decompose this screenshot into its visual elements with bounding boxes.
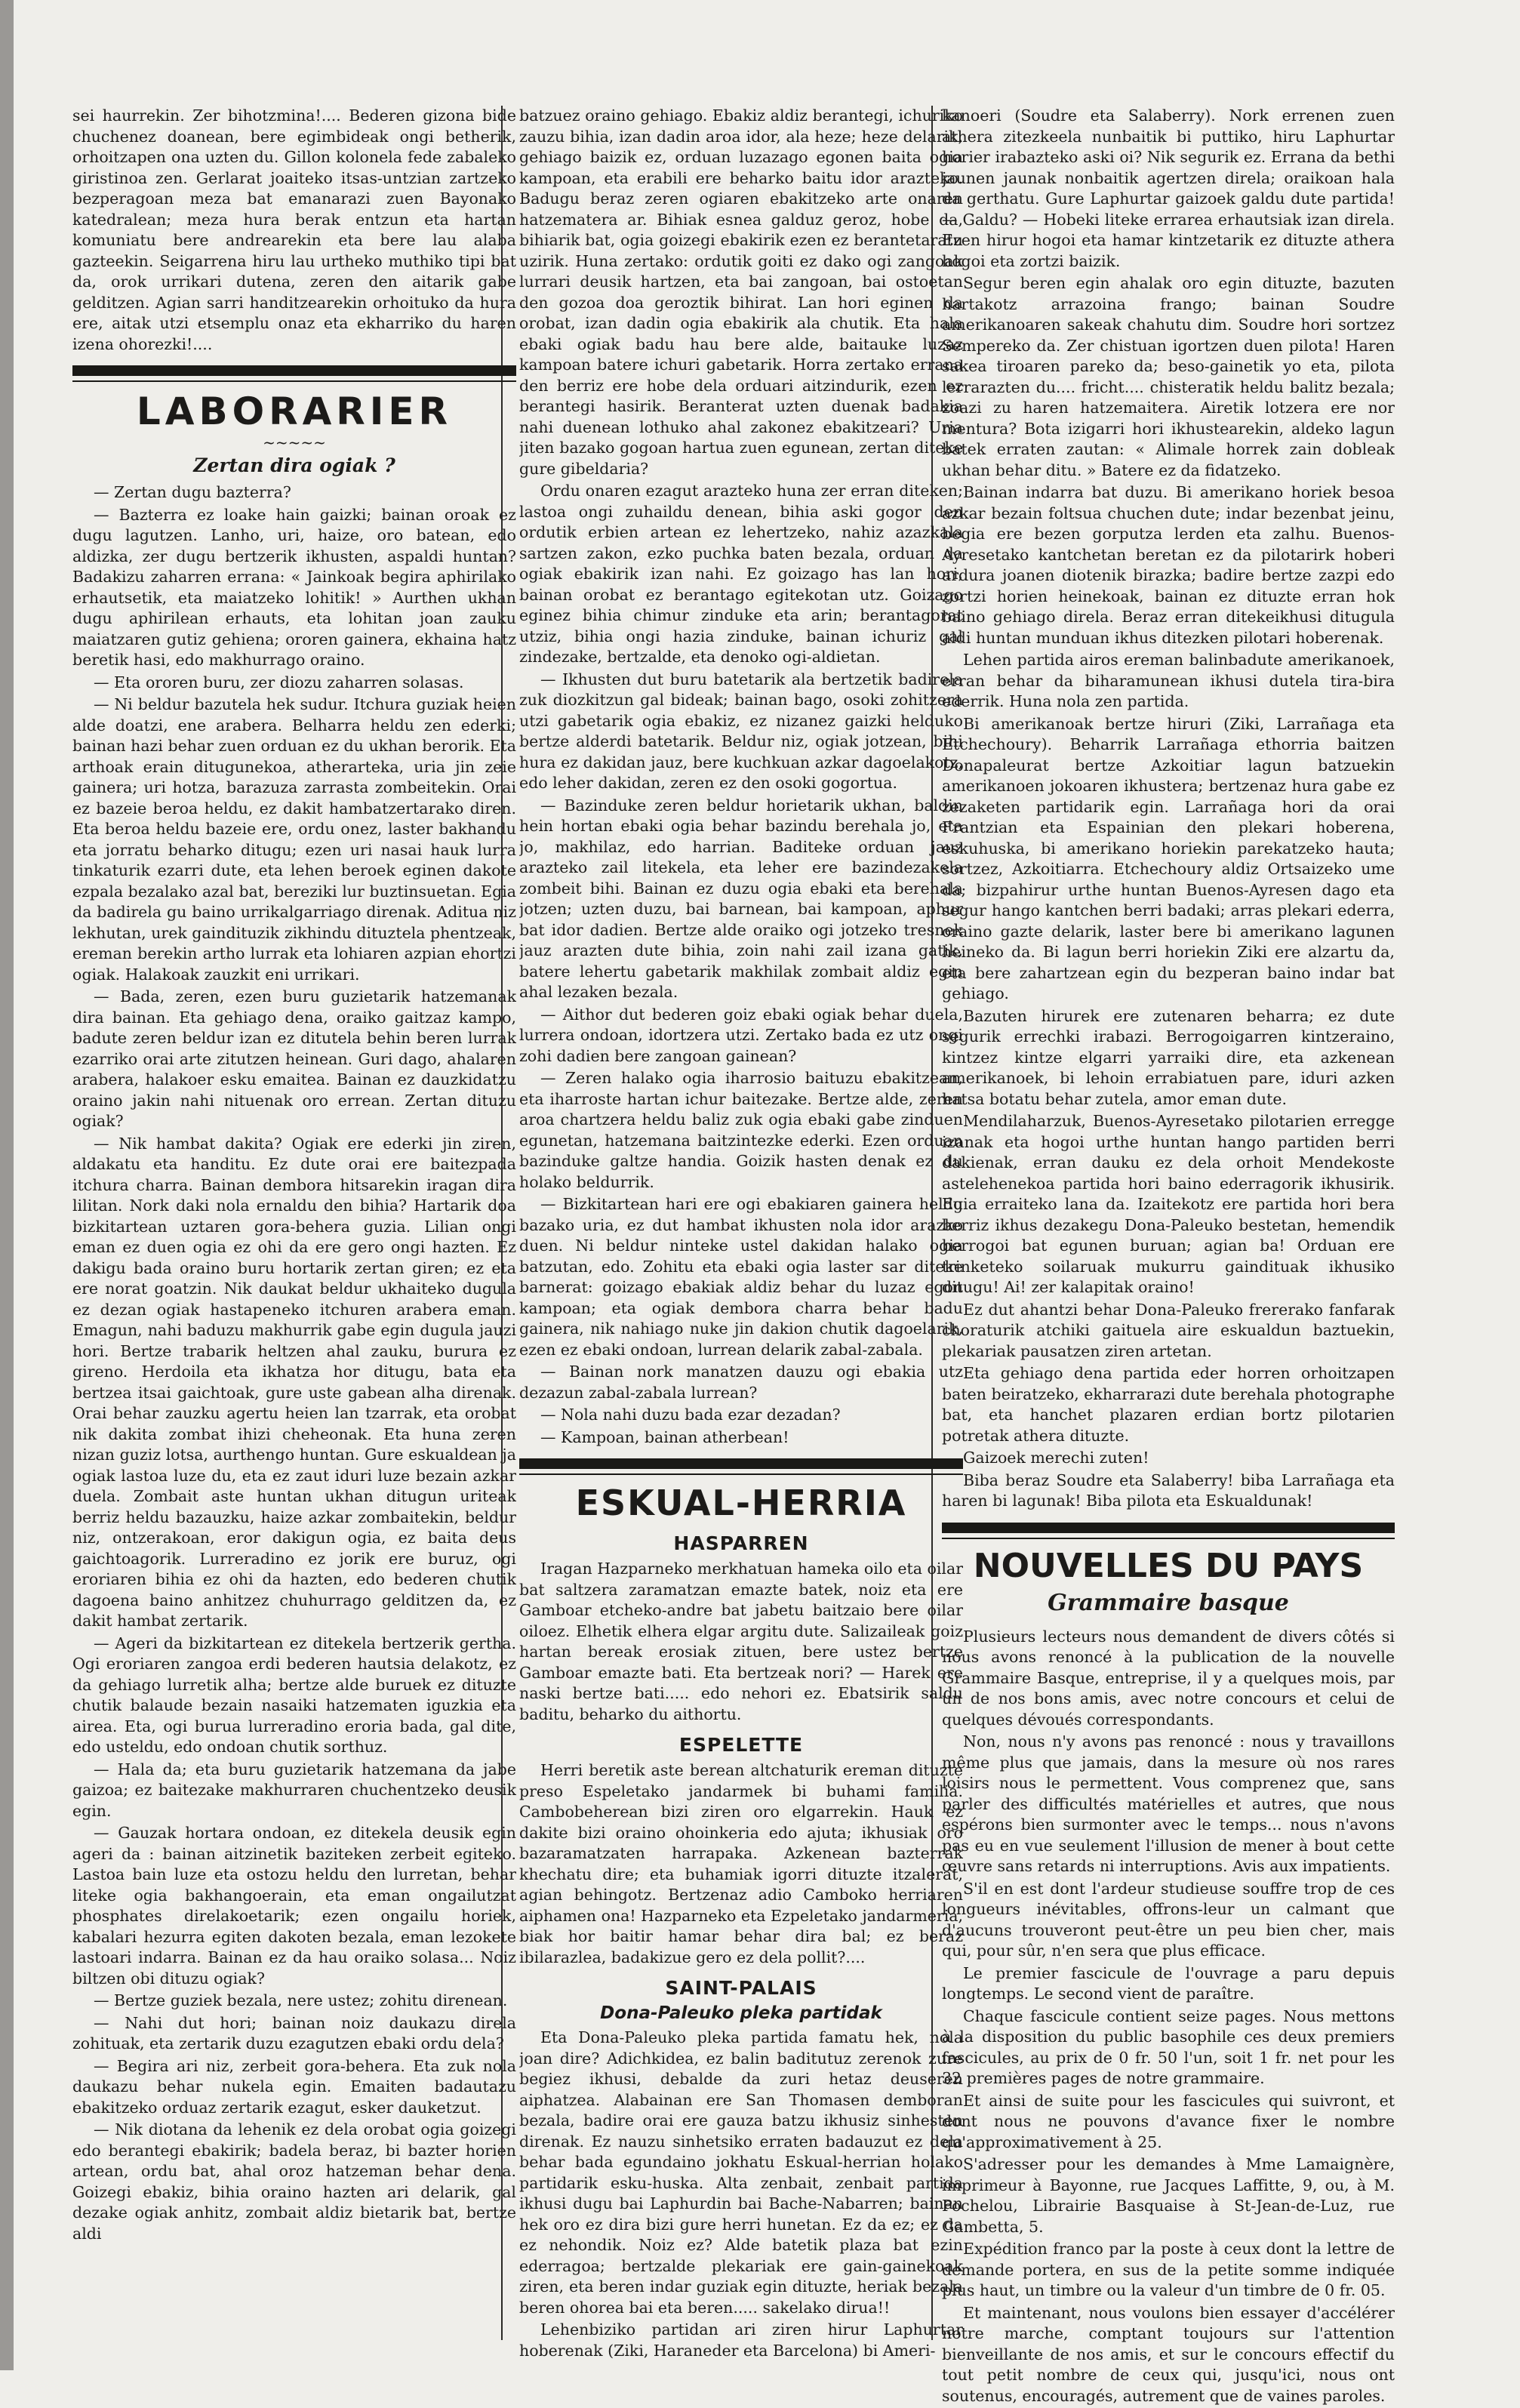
paragraph: Lehenbiziko partidan ari ziren hirur Laphurtar hoberenak (Ziki, Haraneder eta Barcelona) bi Ameri-: [519, 2320, 963, 2360]
column-1: [72, 106, 516, 2246]
section-rule-thin: [942, 1538, 1395, 1539]
paragraph: — Nola nahi duzu bada ezar dezadan?: [540, 1406, 841, 1424]
paragraph: Mendilaharzuk, Buenos-Ayresetako pilotarien erregge izanak eta hogoi urthe huntan hango partiden berri dakienak, erran dauku ez dela orhoit Mendekoste astelehenekoa partida hori baino ederragorik ikhusirik. Egia erraiteko lana da. Izaitekotz ere partida hori bera berriz ikhus dezakegu Dona-Paleuko bestetan, hemendik berrogoi bat egunen buruan; agian ba! Orduan ere trinketeko soilaruak mukurru gaindituak ikhusiko ditugu! Ai! zer kalapitak oraino!: [942, 1112, 1395, 1296]
section-rule: [942, 1523, 1395, 1533]
paragraph: Chaque fascicule contient seize pages. Nous mettons à la disposition du public basophile ces deux premiers fascicules, au prix de 0 fr. 50 l'un, soit 1 fr. net pour les 32 premières pages de notre grammaire.: [942, 2006, 1395, 2087]
paragraph: Iragan Hazparneko merkhatuan hameka oilo eta oilar bat saltzera zaramatzan emazte batek, noiz eta ere Gamboar etcheko-andre bat jabetu baitzaio bere oilar oiloez. Elhetik elhera elgar argitu dute. Salizaileak goiz hartan bereak erosiak zituen, bere ustez bertze Gamboar emazte bati. Eta bertzeak nori? — Harek ere naski bertze bati..... edo nehori ez. Ebatsirik saldu baditu, beharko du aithortu.: [519, 1560, 963, 1723]
section-title-laborarier: LABORARIER: [136, 390, 453, 433]
paragraph: — Kampoan, bainan atherbean!: [540, 1427, 789, 1446]
section-rule-thin: [72, 380, 516, 382]
paragraph: Bi amerikanoak bertze hiruri (Ziki, Larrañaga eta Etchechoury). Beharrik Larrañaga ethorria baitzen Donapaleurat bertze Azkoitiar lagun batzuekin amerikanoen jokoaren ikhustera; bertzenaz hura gabe ez zezaketen partidarik egin. Larrañaga hori da orai Frantzian eta Espainian den plekari hoberena, eskuhuska, bi amerikano horiekin parekatzeko hauta; sortzez, Azkoitiarra. Etchechoury aldiz Ortsaizeko ume da; bizpahirur urthe huntan Buenos-Ayresen dago eta segur hango kantchen berri badaki; arras plekari ederra, oraino gazte delarik, laster bere bi amerikano lagunen heineko da. Bi lagun berri horiekin Ziki ere alzartu da, eta bere zahartzean egin du bezperan baino indar bat gehiago.: [942, 714, 1395, 1002]
paragraph: Bazuten hirurek ere zutenaren beharra; ez dute segurik errechki irabazi. Berrogoigarren kintzeraino, kintzez kintze elgarri yarraiki dire, eta azkenean amerikanoek, bi lehoin errabiatuen pare, iduri azken hatsa botatu behar zutela, amor eman dute.: [942, 1006, 1395, 1108]
place-heading-saint-palais: SAINT-PALAIS: [665, 1977, 817, 1999]
section-rule: [72, 365, 516, 376]
paragraph: Ordu onaren ezagut arazteko huna zer erran diteken; lastoa ongi zuhaildu denean, bihia aski gogor den ordutik erbien artean ez lehertzeko, nahiz azazkala sartzen zakon, ezko puchka baten bezala, orduan da ogiak ebakirik izan nahi. Ez goizago has lan hori, bainan orobat ez berantago egitekotan utz. Goizago eginez bihia chimur zinduke eta arin; berantagorat utziz, bihia ongi hazia zinduke, bainan ichuriz gal zindezake, bertzalde, eta denoko ogi-aldietan.: [519, 482, 963, 666]
section-rule: [519, 1458, 963, 1469]
place-heading-hasparren: HASPARREN: [673, 1532, 809, 1554]
article-continuation: sei haurrekin. Zer bihotzmina!.... Bederen gizona bide chuchenez doanean, bere egimbideak ongi betherik, orhoitzapen ona uzten du. Gillon kolonela fede zabaleko giristinoa zen. Gerlarat joaiteko itsas-untzian zartzeko bezperagoan meza bat emanarazi zuen Bayonako katedralean; meza hura berak entzun eta hartan komuniatu bere andrearekin eta bere lau alaba gazteekin. Seigarrena hiru lau urtheko muthiko tipi bat da, orok urrikari dutena, zeren den aitarik gabe gelditzen. Agian sarri handitzearekin orhoituko da hura ere, aitak utzi etsemplu onaz eta ekharriko du haren izena ohorezki!....: [72, 106, 516, 353]
paragraph: — Gauzak hortara ondoan, ez ditekela deusik egin ageri da : bainan aitzinetik baziteken zerbeit egiteko. Lastoa bain luze eta ostozu heldu den lurretan, behar liteke ogia bakhangoerain, eta eman ongailutzat phosphates direlakoetarik; ezen ongailu horiek, kabalari hezurra egiten dakoten bezala, eman lezokete lastoari indarra. Bainan ez da hau oraiko solasa... Noiz biltzen obi dituzu ogiak?: [72, 1824, 516, 1988]
section-title-nouvelles: NOUVELLES DU PAYS: [973, 1546, 1364, 1585]
paragraph: Biba beraz Soudre eta Salaberry! biba Larrañaga eta haren bi lagunak! Biba pilota eta Eskualdunak!: [942, 1470, 1395, 1510]
paragraph: — Nahi dut hori; bainan noiz daukazu direla zohituak, eta zertarik duzu ezagutzen ebaki ordu dela?: [72, 2013, 516, 2052]
section-title-eskual-herria: ESKUAL-HERRIA: [575, 1483, 907, 1523]
column-2: [519, 106, 963, 2363]
paragraph: — Bainan nork manatzen dauzu ogi ebakia utz dezazun zabal-zabala lurrean?: [519, 1363, 963, 1402]
paragraph: Non, nous n'y avons pas renoncé : nous y travaillons même plus que jamais, dans la mesure où nos rares loisirs nous le permettent. Vous comprenez que, sans parler des difficultés matérielles et autres, que nous espérons bien surmonter avec le temps... nous n'avons pas eu en vue seulement l'illusion de mener à bout cette œuvre sans retards ni interruptions. Avis aux impatients.: [942, 1732, 1395, 1875]
paragraph: — Aithor dut bederen goiz ebaki ogiak behar duela, lurrera ondoan, idortzera utzi. Zertako bada ez utz ongi zohi dadien bere zangoan gainean?: [519, 1005, 963, 1065]
article-title-grammaire: Grammaire basque: [1048, 1589, 1289, 1616]
paragraph: kanoeri (Soudre eta Salaberry). Nork errenen zuen athera zitezkeela nunbaitik bi puttiko, hiru Laphurtar horier irabazteko aski oi? Nik segurik ez. Errana da bethi jaunen jaunak nonbaitik agertzen direla; oraikoan hala da gerthatu. Gure Laphurtar gaizoek galdu dute partida! — Galdu? — Hobeki liteke errarea erhautsiak izan direla. Ezen hirur hogoi eta hamar kintzetarik ez dituzte athera hogoi eta zortzi baizik.: [942, 106, 1395, 270]
paragraph: Plusieurs lecteurs nous demandent de divers côtés si nous avons renoncé à la publication de la nouvelle Grammaire Basque, entreprise, il y a quelques mois, par un de nos bons amis, avec notre concours et celui de quelques dévoués correspondants.: [942, 1627, 1395, 1729]
paragraph: Et ainsi de suite pour les fascicules qui suivront, et dont nous ne pouvons d'avance fixer le nombre qu'approximativement à 25.: [942, 2091, 1395, 2151]
scan-edge: [0, 0, 14, 2370]
paragraph: — Zertan dugu bazterra?: [94, 483, 291, 501]
paragraph: Eta Dona-Paleuko pleka partida famatu hek, nola joan dire? Adichkidea, ez balin baditutuz zerenok zure begiez ikhusi, debalde da zuri hetaz deuseren aiphatzea. Alabainan ere San Thomasen demboran bezala, badire orai ere gauza batzu ikhusiz sinhesten direnak. Ez nauzu sinhetsiko erraten badauzut ez dela behar bada egundaino jokhatu Eskual-herrian holako partidarik esku-huska. Alta zenbait, zenbait partida ikhusi dugu bai Laphurdin bai Bache-Nabarren; bainan hek oro ez dira bizi gure herri hunetan. Ez da ez; ez da ez nehondik. Noiz ez? Alde batetik plaza bat ezin ederragoa; bertzalde plekariak ere gain-gainekoak ziren, eta beren indar guziak egin dituzte, heriak bezala beren ohorea bai eta beren..... sakelako dirua!!: [519, 2028, 963, 2317]
paragraph: S'il en est dont l'ardeur studieuse souffre trop de ces longueurs inévitables, offrons-leur un calmant que d'aucuns trouveront peut-être un peu bien cher, mais qui, pour sûr, n'en sera que plus efficace.: [942, 1879, 1395, 1960]
paragraph: — Bertze guziek bezala, nere ustez; zohitu direnean.: [94, 1991, 508, 2009]
paragraph: Ez dut ahantzi behar Dona-Paleuko frererako fanfarak choraturik atchiki gaituela aire eskualdun baztuekin, plekariak pausatzen ziren artetan.: [942, 1300, 1395, 1360]
paragraph: — Nik diotana da lehenik ez dela orobat ogia goizegi edo berantegi ebakirik; badela beraz, bi bazter horien artean, ordu bat, ahal oroz hatzeman behar dena. Goizegi ebakiz, bihia oraino hazten ari delarik, gal dezake ogiak anhitz, zombait aldiz bietarik bat, bertze aldi: [72, 2120, 516, 2243]
paragraph: Segur beren egin ahalak oro egin dituzte, bazuten hartakotz arrazoina frango; bainan Soudre amerikanoaren sakeak chahutu dim. Soudre hori sortzez Sempereko da. Zer chistuan igortzen duen pilota! Haren sakea tiroaren pareko da; beso-gainetik yo eta, pilota lerrarazten du.... fricht.... chisteratik heldu balitz bezala; zoazi zu haren hatzemaitera. Airetik lotzera ere nor mentura? Bota izigarri hori ikhustearekin, aldeko lagun batek erraten zautan: « Alimale horrek zain dobleak ukhan behar ditu. » Batere ez da fidatzeko.: [942, 274, 1395, 479]
paragraph: Et maintenant, nous voulons bien essayer d'accélérer notre marche, comptant toujours sur l'attention bienveillante de nos amis, et sur le concours effectif du tout petit nombre de ceux qui, jusqu'ici, nous ont soutenus, encouragés, autrement que de vaines paroles.: [942, 2303, 1395, 2405]
paragraph: — Ageri da bizkitartean ez ditekela bertzerik gertha. Ogi eroriaren zangoa erdi bederen hautsia delakotz, ez da gehiago lurretik alha; bertze alde buruek ez dituzte chutik balaude bezain nasaiki hatzematen iguzkia eta airea. Eta, ogi burua lurreradino eroria bada, gal dite, edo usteldu, edo ondoan chutik sorthuz.: [72, 1634, 516, 1756]
paragraph: — Hala da; eta buru guzietarik hatzemana da jabe gaizoa; ez baitezake makhurraren chuchentzeko deusik egin.: [72, 1760, 516, 1820]
paragraph: Herri beretik aste berean altchaturik ereman dituzte preso Espeletako jandarmek bi buhami familia. Cambobeherean bizi ziren oro elgarrekin. Hauk ez dakite bizi oraino ohoinkeria edo ajuta; ikhusiak oro bazaramatzaten harrapaka. Azkenean bazterrak khechatu dire; eta buhamiak igorri dituzte itzalerat, agian behingotz. Bertzenaz adio Camboko herriaren aiphamen ona! Hazparneko eta Ezpeletako jandarmeria, biak hor baitir hamar behar dira bal; ez beraz ibilarazlea, badakizue gero ez dela pollit?....: [519, 1761, 963, 1966]
paragraph: — Nik hambat dakita? Ogiak ere ederki jin ziren, aldakatu eta handitu. Ez dute orai ere baitezpada itchura charra. Bainan dembora hitsarekin iragan dira lilitan. Nork daki nola ernaldu den bihia? Hartarik doa bizkitartean uztaren gora-behera guzia. Lilian ongi eman ez duen ogia ez ohi da ere gero ongi hazten. Ez dakigu bada oraino buru hortarik zertan giren; ez eta ere norat goatzin. Nik daukat beldur ukhaiteko dugula ez dezan ogiak hastapeneko itchuren arabera eman. Emagun, nahi baduzu makhurrik gabe egin dugula jauzi hori. Bertze trabarik heltzen ahal zauku, burura ez gireno. Herdoila eta ikhatza hor ditugu, bata eta bertzea itsai gaichtoak, gure uste gabean alha direnak. Orai behar zauzku agertu heien lan tzarrak, eta orobat nik dakita zombat ihizi cheheonak. Eta huna zeren nizan guziz lotsa, aurthengo huntan. Gure eskualdean ja ogiak lastoa luze du, eta ez zaut iduri luze bezain azkar duela. Zombait aste huntan ukhan ditugun uriteak berriz heldu bazauzku, haize azkar zombaitekin, beldur niz, ontzerakoan, eror dakigun ogia, ez baita deus gaichtoagorik. Lurreradino ez jorik ere buruz, ogi eroriaren bihia ez ohi da hazten, edo bederen chutik dagoena baino anhitzez chuhurrago gelditzen da, ez dakit hambat zertarik.: [72, 1134, 516, 1630]
paragraph: S'adresser pour les demandes à Mme Lamaignère, imprimeur à Bayonne, rue Jacques Laffitte, 9, ou, à M. Pochelou, Librairie Basquaise à St-Jean-de-Luz, rue Gambetta, 5.: [942, 2155, 1395, 2236]
paragraph: Lehen partida airos ereman balinbadute amerikanoek, erran behar da biharamunean ikhusi dutela tira-bira ederrik. Huna nola zen partida.: [942, 651, 1395, 710]
paragraph: Le premier fascicule de l'ouvrage a paru depuis longtemps. Le second vient de paraître.: [942, 1963, 1395, 2003]
paragraph: Expédition franco par la poste à ceux dont la lettre de demande portera, en sus de la petite somme indiquée plus haut, un timbre ou la valeur d'un timbre de 0 fr. 05.: [942, 2240, 1395, 2299]
paragraph: — Ikhusten dut buru batetarik ala bertzetik badirela zuk diozkitzun gal bideak; bainan bago, osoki zohitzera utzi gabetarik ogia ebakiz, ez nizanez gaizki helduko bertze alderdi batetarik. Beldur niz, ogiak jotzean, bihi hura ez dakidan jauz, bere kuchkuan azkar dagoelakotz, edo leher dakidan, zeren ez den osoki gogortua.: [519, 670, 963, 792]
article-title: Zertan dira ogiak ?: [193, 454, 395, 476]
paragraph: — Ni beldur bazutela hek sudur. Itchura guziak heien alde doatzi, ene arabera. Belharra heldu zen ederki; bainan hazi behar zuen orduan ez du ukhan berorik. Eta arthoak erain ditugunekoa, atherarteka, uria jin zeie gainera; uri hotza, barazuza zarrasta zombeitekin. Orai ez bazeie beroa heldu, ez dakit hambatzertarako diren. Eta beroa heldu bazeie ere, ordu onez, laster bakhandu eta jorratu beharko ditugu; ezen uri nasai hauk lurra tinkaturik ezarri dute, eta lehen beroek eginen dakote ezpala bezalako azal bat, bereziki lur buztinsuetan. Egia da badirela gu baino urrikalgarriago direnak. Aditua niz lekhutan, urek gaindituzik zikhindu dituztela phentzeak, ereman berekin artho lurrak eta lohiaren azpian ehortzi ogiak. Halakoak zauzkit eni urrikari.: [72, 695, 516, 984]
paragraph: — Zeren halako ogia iharrosio baituzu ebakitzean, eta iharroste hartan ichur baitezake. Bertze alde, zeren aroa chartzera heldu baliz zuk ogia ebaki gabe zinduen egunetan, hatzemana baitzintezke ederki. Ezen orduan bazinduke galtze handia. Goizik hasten denak ez du holako beldurrik.: [519, 1069, 963, 1191]
paragraph: — Eta ororen buru, zer diozu zaharren solasas.: [94, 673, 464, 691]
place-heading-espelette: ESPELETTE: [678, 1734, 804, 1756]
paragraph: Eta gehiago dena partida eder horren orhoitzapen baten beiratzeko, ekharrarazi dute berehala photographe bat, eta hanchet plazaren erdian bortz pilotarien potretak athera dituzte.: [942, 1364, 1395, 1445]
ornament: ~~~~~: [263, 433, 326, 451]
section-rule-thin: [519, 1473, 963, 1475]
paragraph: — Bizkitartean hari ere ogi ebakiaren gainera heldu bazako uria, ez dut hambat ikhusten nola idor arazko duen. Ni beldur ninteke ustel dakidan halako ogia batzutan, edo. Zohitu eta ebaki ogia laster sar diteke barnerat: goizago ebakiak aldiz behar du luzaz egon kampoan; eta ogiak dembora charra behar badu gainera, nik nahiago nuke jin dakion chutik dagoelarik, ezen ez ebaki ondoan, lurrean delarik zabal-zabala.: [519, 1195, 963, 1359]
column-3: [942, 106, 1395, 2408]
article-subtitle: Dona-Paleuko pleka partidak: [600, 2003, 882, 2023]
paragraph: — Bada, zeren, ezen buru guzietarik hatzemanak dira bainan. Eta gehiago dena, oraiko gaitzaz kampo, badute zeren beldur izan ez ditutela behin beren lurrak ezarriko orai arte zitutzen heinean. Guri dago, ahalaren arabera, halakoer esku emaitea. Bainan ez dauzkidatzu oraino jakin nahi nituenak oro errean. Zertan dituzu ogiak?: [72, 987, 516, 1130]
paragraph: — Bazterra ez loake hain gaizki; bainan oroak ez dugu lagutzen. Lanho, uri, haize, oro batean, edo aldizka, zer dugu bertzerik ikhusten, aspaldi huntan? Badakizu zaharren errana: « Jainkoak begira aphirilako erhautsetik, eta maiatzeko lohitik! » Aurthen ukhan dugu aphirilean erhauts, eta lohitan joan zauku maiatzaren gutiz gehiena; ororen gainera, ekhaina hatz beretik hasi, edo makhurrago oraino.: [72, 505, 516, 669]
paragraph: — Begira ari niz, zerbeit gora-behera. Eta zuk nola daukazu behar nukela egin. Emaiten badautazu ebakitzeko orduaz zertarik ezagut, esker dauketzut.: [72, 2056, 516, 2117]
paragraph: Gaizoek merechi zuten!: [963, 1449, 1149, 1467]
paragraph: Bainan indarra bat duzu. Bi amerikano horiek besoa azkar bezain foltsua chuchen dute; indar bezenbat jeinu, begia ere bezen gorputza lerden eta zalhu. Buenos-Ayresetako kantchetan beretan ez da pilotarirk hoberi ardura joanen diotenik birazka; badire bertze zazpi edo zortzi horien heinekoak, bainan ez dituzte erran hok baino gehiago direla. Beraz erran ditekeikhusi ditugula aldi huntan munduan ikhus ditezken pilotari hoberenak.: [942, 483, 1395, 647]
paragraph: batzuez oraino gehiago. Ebakiz aldiz berantegi, ichuriko zauzu bihia, izan dadin aroa idor, ala heze; heze delarik, gehiago baizik ez, orduan luzazago egonen baita ogia kampoan, eta erabili ere beharko baitu idor arazteko. Badugu beraz zeren ogiaren ebakitzeko arte onaren hatzematera ar. Bihiak esnea galduz geroz, hobe da, bihiarik bat, ogia goizegi ebakirik ezen ez berantetaratu uzirik. Huna zertako: ordutik goiti ez dako ogi zangoak lurrari deusik hartzen, eta bai zangoan, bai ostoetan den gozoa doa geroztik bihirat. Lan hori eginen da orobat, izan dadin ogia ebakirik ala chutik. Eta hala ebaki ogiak badu hau bere alde, baitauke luzaz kampoan batere ichuri gabetarik. Horra zertako errana den berriz ere hobe dela orduari aitzindurik, ezen ez berantegi hasirik. Beranterat uzten duenak badakia nahi duenean lothuko ahal zakonez ebakitzeari? Uria jiten bazako gogoan hartua zuen egunean, zertan diteke gure gibeldaria?: [519, 106, 963, 478]
paragraph: — Bazinduke zeren beldur horietarik ukhan, baldin hein hortan ebaki ogia behar bazindu berehala jo, eta jo, makhilaz, edo harrian. Baditeke orduan jauz arazteko zail litekela, eta leher ere bazindezakela zombeit bihi. Bainan ez duzu ogia ebaki eta berehala jotzen; uzten duzu, bai barnean, bai kampoan, aphur bat idor dadien. Bertze alde oraiko ogi jotzeko tresnek jauz arazten dute bihia, zoin nahi zail izana gatik, batere lehertu gabetarik makhilak zombait aldiz egin ahal lezaken bezala.: [519, 796, 963, 1001]
